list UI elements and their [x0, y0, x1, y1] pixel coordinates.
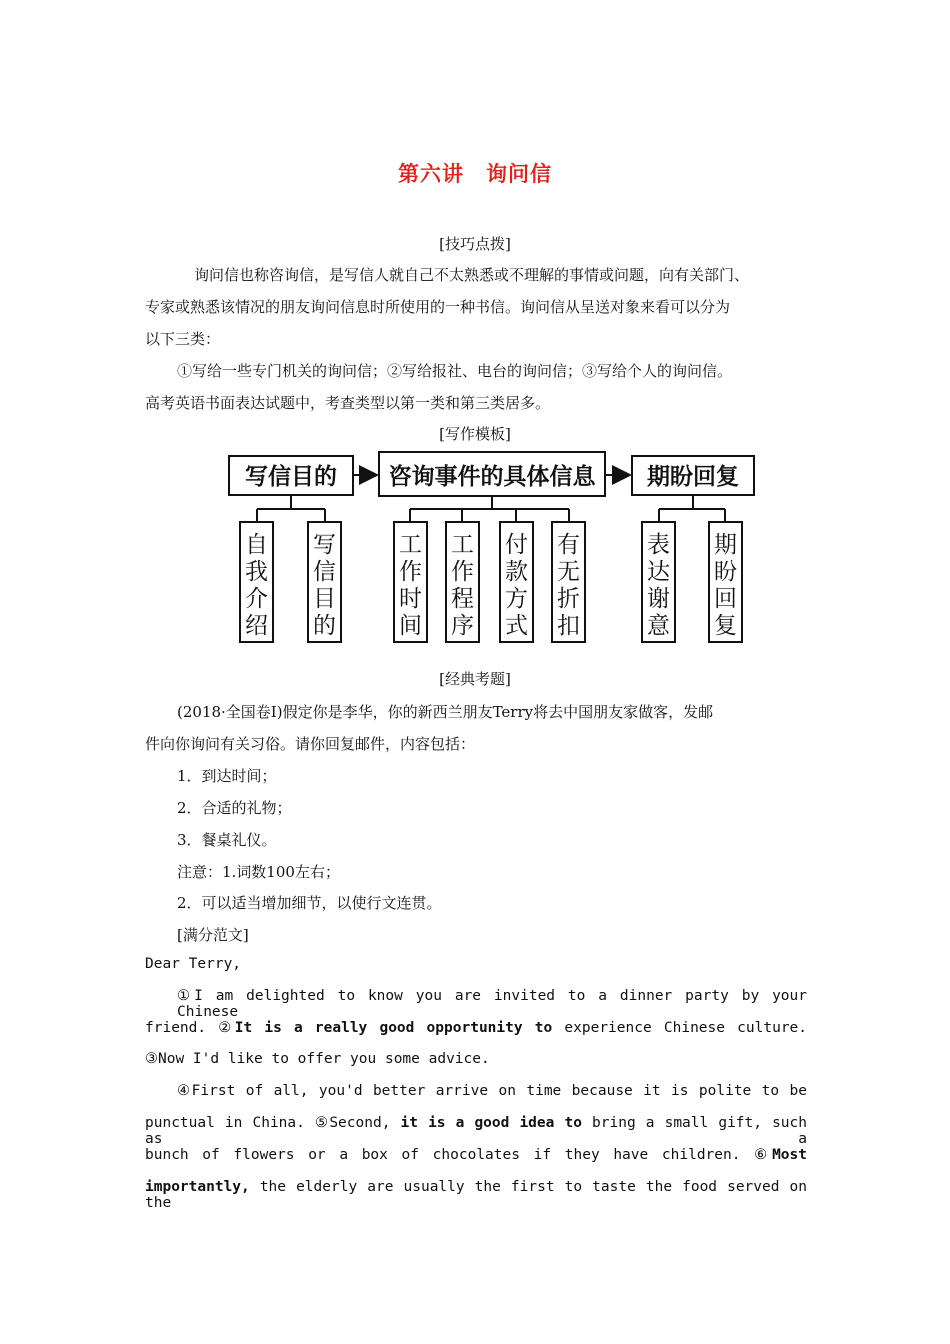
diagram-sub-label-char: 时: [399, 586, 422, 612]
diagram-sub-label-char: 意: [647, 613, 670, 639]
diagram-sub-label-char: 工: [451, 532, 474, 558]
exam-item: 2．合适的礼物；: [177, 799, 292, 817]
diagram-sub-label-char: 回: [714, 586, 737, 612]
exam-note: 注意：1.词数100左右；: [177, 863, 340, 881]
diagram-sub-label-char: 作: [451, 559, 474, 585]
model-heading: [满分范文]: [177, 926, 249, 944]
exam-line: 件向你询问有关习俗。请你回复邮件，内容包括：: [145, 735, 476, 753]
diagram-sub-label-char: 方: [505, 586, 528, 612]
diagram-sub-label-char: 期: [714, 532, 737, 558]
intro-line: 专家或熟悉该情况的朋友询问信息时所使用的一种书信。询问信从呈送对象来看可以分为: [145, 298, 731, 316]
diagram-sub-label-char: 达: [647, 559, 670, 585]
diagram-sub-label-char: 自: [245, 532, 268, 558]
diagram-sub-label-char: 付: [505, 532, 528, 558]
letter-line: importantly, the elderly are usually the first to taste the food served on the: [145, 1179, 807, 1211]
letter-line: ③Now I'd like to offer you some advice.: [145, 1051, 490, 1067]
letter-line: friend. ②It is a really good opportunity to experience Chinese culture.: [145, 1020, 808, 1036]
diagram-sub-label-char: 折: [557, 586, 580, 612]
diagram-sub-label-char: 的: [313, 613, 336, 639]
diagram-sub-label-char: 盼: [714, 559, 737, 585]
diagram-box-reply-label: 期盼回复: [647, 464, 739, 490]
diagram-box-purpose-label: 写信目的: [245, 464, 337, 490]
diagram-sub-label-char: 序: [451, 613, 474, 639]
exam-heading: [经典考题]: [439, 670, 511, 688]
exam-line: (2018·全国卷Ⅰ)假定你是李华，你的新西兰朋友Terry将去中国朋友家做客，发邮: [177, 703, 714, 721]
diagram-sub-label-char: 作: [399, 559, 422, 585]
letter-line: bunch of flowers or a box of chocolates if they have children. ⑥Most: [145, 1147, 807, 1163]
letter-greeting: Dear Terry,: [145, 956, 242, 972]
key-phrase: It is a really good opportunity to: [234, 1020, 553, 1036]
diagram-sub-label-char: 写: [313, 532, 336, 558]
letter-line: ④First of all, you'd better arrive on time because it is polite to be: [177, 1083, 807, 1099]
diagram-sub-label-char: 无: [557, 559, 580, 585]
exam-item: 3．餐桌礼仪。: [177, 831, 277, 849]
letter-line: ①I am delighted to know you are invited to a dinner party by your Chinese: [177, 988, 807, 1020]
diagram-sub-label-char: 有: [557, 532, 580, 558]
diagram-sub-label-char: 信: [313, 559, 336, 585]
diagram-sub-label-char: 程: [451, 586, 474, 612]
letter-line: punctual in China. ⑤Second, it is a good idea to bring a small gift, such as a: [145, 1115, 807, 1147]
exam-note: 2．可以适当增加细节，以使行文连贯。: [177, 894, 442, 912]
diagram-sub-label-char: 谢: [647, 586, 670, 612]
intro-line: 以下三类：: [145, 330, 221, 348]
template-heading: [写作模板]: [439, 425, 511, 443]
diagram-sub-label-char: 扣: [557, 613, 580, 639]
diagram-sub-label-char: 工: [399, 532, 422, 558]
key-phrase: importantly,: [145, 1179, 250, 1195]
page-title: 第六讲 询问信: [398, 162, 552, 186]
diagram-sub-label-char: 间: [399, 613, 422, 639]
tips-heading: [技巧点拨]: [439, 235, 511, 253]
diagram-sub-label-char: 款: [505, 559, 528, 585]
diagram-box-details-label: 咨询事件的具体信息: [388, 464, 596, 490]
diagram-sub-label-char: 我: [245, 559, 268, 585]
intro-line: 询问信也称咨询信，是写信人就自己不太熟悉或不理解的事情或问题，向有关部门、: [194, 266, 750, 284]
diagram-sub-label-char: 介: [245, 586, 268, 612]
diagram-sub-label-char: 复: [714, 613, 737, 639]
exam-item: 1．到达时间；: [177, 767, 277, 785]
diagram-sub-label-char: 目: [313, 586, 336, 612]
key-phrase: Most: [772, 1147, 807, 1163]
diagram-sub-label-char: 式: [505, 613, 528, 639]
writing-template-diagram: [0, 0, 950, 660]
diagram-sub-label-char: 表: [647, 532, 670, 558]
key-phrase: it is a good idea to: [400, 1115, 582, 1131]
intro-line: 高考英语书面表达试题中，考查类型以第一类和第三类居多。: [145, 394, 551, 412]
diagram-sub-label-char: 绍: [245, 613, 268, 639]
intro-line: ①写给一些专门机关的询问信；②写给报社、电台的询问信；③写给个人的询问信。: [177, 362, 733, 380]
